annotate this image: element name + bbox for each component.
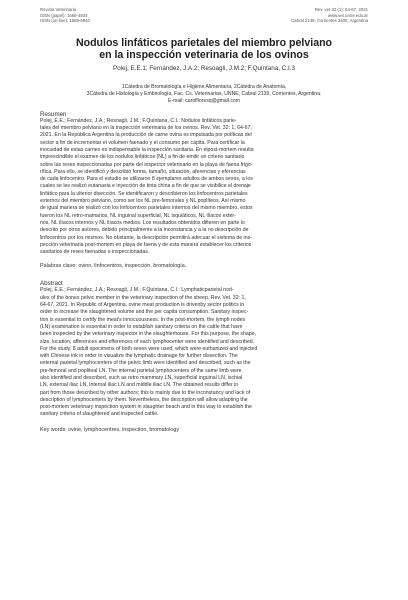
text-line: LN, external iliac LN, internal iliac LN and middle iliac LN. The obtained results differ in xyxy=(40,382,239,389)
text-line: sector a fin de incrementar el volumen faenado y el consumo per cápita. Para certificar la xyxy=(40,139,245,146)
abstract-heading: Abstract xyxy=(40,280,63,288)
text-line: pección veterinaria post-mortem en playa de faena y de esta manera establecer los criterios xyxy=(40,241,252,248)
text-line: cuales se les realizó eutanasia e inyección de tinta china a fin de que se visibilice el drenaje xyxy=(40,183,251,190)
text-line: linfático para la ulterior disección. Se identificaron y describieron los linfocentros parietales xyxy=(40,190,248,197)
text-line: been inspected by the veterinary inspector in the slaughterhouse. For this purpose, the shape, xyxy=(40,331,256,338)
affiliation-line: 3Cátedra de Histología y Embriología, Fac. Cs. Veterinarias, UNNE, Cabral 2139, Corrientes, Argentina. xyxy=(86,90,322,97)
text-line: sanitary criteria of slaughtered and inspected cattle. xyxy=(40,411,159,418)
text-line: tion is essential to certify the meat's innocuousness. In the post-mortem, the lymph nodes xyxy=(40,316,246,323)
text-line: external parietal lymphocenters of the pelvic limb were identified and described, such as the xyxy=(40,360,251,367)
text-line: rífica. Para ello, se identificó y describió forma, tamaño, situación, aferencias y eferencias xyxy=(40,168,246,175)
text-line: linfocentros por los mismos. No obstante, la descripción permitirá adecuar el sistema de ins- xyxy=(40,234,252,241)
text-line: size, location, afferences and efferences of each lymphocenter were identified and described. xyxy=(40,338,255,345)
resumen-body xyxy=(40,118,368,257)
text-line: part from those described by other authors; this is mainly due to the inconstancy and lack of xyxy=(40,389,251,396)
journal-header xyxy=(40,7,368,24)
text-line: imprescindible el examen de los nodulos linfáticos (NL) a fin de emitir un criterio sanitario xyxy=(40,154,245,161)
journal-website: www.vet.unne.edu.ar xyxy=(327,12,368,18)
text-line: For the study, 8 adult specimens of both sexes were used, which were euthanized and injected xyxy=(40,345,258,352)
journal-name: Revista Veterinaria xyxy=(40,7,77,12)
journal-address: Cabral 2139, Corrientes 3400, Argentina xyxy=(291,18,368,24)
text-line: also identified and described, such as retro mammary LN, superficial inguinal LN, ischial xyxy=(40,374,243,381)
text-line: Polej, E.E.; Fernández, J.A.; Resoagli, J.M.; F.Quintana, C.I.: Nodulos linfáticos parie- xyxy=(40,117,237,124)
text-line: de cada linfocentro. Para el estudio se utilizaron 8 ejemplares adultos de ambos sexos, a los xyxy=(40,176,253,183)
text-line: sobre las reses inspeccionadas por parte del inspector veterinario en la playa de faena frigo- xyxy=(40,161,253,168)
text-line: externos del miembro pelviano, como ser los NL pre-femorales y NL poplíteos. Así mismo xyxy=(40,198,246,205)
text-line: order to increase the slaughtered volume and the per capita consumption. Sanitary inspec- xyxy=(40,309,249,316)
journal-header-right xyxy=(291,7,368,24)
affiliations xyxy=(40,84,368,105)
article-title xyxy=(40,37,368,61)
text-line: with Chinese ink in order to visualize the lymphatic drainage for further dissection. The xyxy=(40,353,238,360)
text-line: 64-67, 2021. In Republic of Argentina, ovine meat production is drivenby sector politics in xyxy=(40,302,245,309)
resumen-heading: Resumen xyxy=(40,110,67,118)
text-line: inocuidad de estas carnes es indispensable la inspección sanitaria. En elpost-mortem resulta xyxy=(40,146,254,153)
text-line: sanitarios de reses faenadas e inspeccionadas. xyxy=(40,249,150,256)
text-line: fueron los NL retro-mamarios, NL inguinal superficial, NL isquiáticos, NL ilíacos exter- xyxy=(40,212,236,219)
text-line: descrito por otros autores, debido principalmente a la inconstancia y a la no descripción de xyxy=(40,227,249,234)
keywords-en: Key words: ovine, lymphocentres, inspection, bromatology xyxy=(40,426,180,433)
text-line: Polej, E.E.; Fernández, J.A.; Resoagli, J.M.; F.Quintana, C.I.: Lymphaticparietal nod- xyxy=(40,287,234,294)
text-line: ules of the bones pelvic member in the veterinary inspection of the sheep. Rev. Vet. 32: 1, xyxy=(40,294,246,301)
text-line: pre-femoral and popliteal LN. The internal parietal lymphocenters of the same limb were xyxy=(40,367,242,374)
text-line: description of lymphocenters by them. Nevertheless, the description will allow adapting the xyxy=(40,396,248,403)
affiliation-line: 1Cátedra de Bromatología e Higiene Alimentaria, 2Cátedra de Anatomía, xyxy=(121,83,287,90)
text-line: (LN) examination is essential in order to establish sanitary criteria on the cattle that have xyxy=(40,323,243,330)
text-line: de igual manera se realizó con los linfocentros parietales internos del mismo miembro, estos xyxy=(40,205,253,212)
keywords-es: Palabras clave: ovino, linfocentros, inspección, bromatología. xyxy=(40,263,187,270)
issn-print: ISSN (papel): 1668-4834 xyxy=(40,12,88,18)
title-line: Nodulos linfáticos parietales del miembro pelviano xyxy=(75,36,333,49)
citation-ref: Rev. vet 32 (1): 64-67, 2021 xyxy=(314,7,368,12)
author-list: Polej, E.E.1; Fernández, J.A.2; Resoagli, J.M.2; F.Quintana, C.I.3 xyxy=(113,64,295,72)
contact-email: E-mail: carolfloresq@gmail.com xyxy=(168,97,240,104)
abstract-body xyxy=(40,287,368,418)
title-line: en la inspección veterinaria de los ovinos xyxy=(99,48,309,61)
text-line: nos, NL ilíacos internos y NL ilíacos medios. Los resultados obtenidos difieren en parte lo xyxy=(40,219,245,226)
text-line: post-mortem veterinary inspection system in slaughter beach and in this way to establish the xyxy=(40,404,252,411)
text-line: tales del miembro pelviano en la inspección veterinaria de los ovinos. Rev. Vet. 32: 1, 64-67, xyxy=(40,125,252,132)
issn-online: ISSN (on-line): 1669-6840 xyxy=(40,18,90,24)
journal-header-left xyxy=(40,7,90,24)
text-line: 2021. En la República Argentina la producción de carne ovina es impulsada por políticas del xyxy=(40,132,252,139)
